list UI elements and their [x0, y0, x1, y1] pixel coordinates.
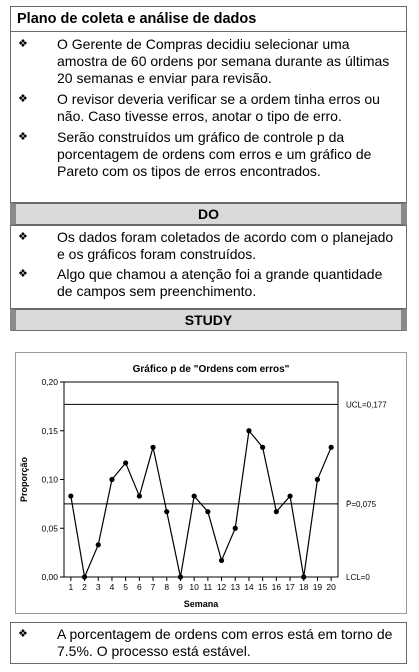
data-point: [274, 509, 279, 514]
data-point: [219, 558, 224, 563]
data-point: [329, 445, 334, 450]
data-point: [260, 445, 265, 450]
reference-line-label: LCL=0: [346, 573, 370, 582]
data-point: [246, 428, 251, 433]
study-section: [10, 622, 407, 664]
x-tick-label: 2: [82, 582, 87, 592]
p-chart-svg: [15, 352, 407, 614]
data-point: [192, 493, 197, 498]
x-tick-label: 8: [164, 582, 170, 592]
x-tick-label: 15: [257, 582, 268, 592]
x-tick-label: 5: [123, 582, 129, 592]
data-point: [68, 493, 73, 498]
y-tick-label: 0,05: [41, 523, 58, 534]
data-point: [178, 574, 183, 579]
x-tick-label: 4: [109, 582, 115, 592]
reference-line-label: UCL=0,177: [346, 400, 387, 410]
x-tick-label: 1: [68, 582, 74, 592]
data-point: [287, 493, 292, 498]
data-point: [301, 574, 306, 579]
x-tick-label: 9: [178, 582, 183, 592]
bullet-diamond-icon: ❖: [18, 628, 28, 640]
x-tick-label: 20: [326, 582, 336, 592]
plan-bullet-2: ❖ O revisor deveria verificar se a ordem tinha erros ou não. Caso tivesse erros, anotar o tipo de erro.: [18, 91, 380, 124]
plan-bullet-list: [11, 36, 406, 180]
x-tick-label: 17: [285, 582, 295, 592]
data-point: [109, 477, 114, 482]
study-header: STUDY: [10, 309, 407, 331]
bullet-diamond-icon: ❖: [18, 268, 28, 280]
data-point: [96, 542, 101, 547]
y-axis-label: Proporção: [19, 456, 29, 503]
y-tick-label: 0,20: [41, 377, 58, 387]
x-tick-label: 19: [312, 582, 323, 592]
x-tick-label: 7: [150, 582, 156, 592]
p-chart: [15, 352, 407, 614]
plan-section: [10, 6, 407, 203]
data-point: [150, 445, 155, 450]
plan-title: Plano de coleta e análise de dados: [11, 7, 406, 32]
bullet-diamond-icon: ❖: [18, 93, 28, 105]
plan-bullet-1: ❖ O Gerente de Compras decidiu selecionar uma amostra de 60 ordens por semana durante as últimas 20 semanas e enviar para revisão.: [18, 36, 390, 86]
data-point: [315, 477, 320, 482]
chart-title: Gráfico p de "Ordens com erros": [132, 364, 290, 375]
x-tick-label: 14: [244, 582, 254, 592]
y-tick-label: 0,00: [41, 572, 58, 582]
study-bullet-1: ❖ A porcentagem de ordens com erros está em torno de 7.5%. O processo está estável.: [18, 626, 393, 659]
data-point: [123, 460, 128, 465]
x-tick-label: 6: [136, 582, 142, 592]
x-tick-label: 13: [230, 582, 240, 592]
x-axis-label: Semana: [183, 599, 219, 609]
do-section: [10, 225, 407, 309]
study-bullet-list: [11, 626, 406, 660]
x-tick-label: 11: [203, 582, 213, 592]
bullet-diamond-icon: ❖: [18, 38, 28, 50]
do-bullet-2: ❖ Algo que chamou a atenção foi a grande quantidade de campos sem preenchimento.: [18, 266, 383, 299]
data-point: [205, 509, 210, 514]
data-point: [82, 574, 87, 579]
do-header: DO: [10, 203, 407, 225]
x-tick-label: 12: [216, 582, 227, 592]
x-tick-label: 18: [299, 582, 309, 592]
do-bullet-list: [11, 229, 406, 300]
plan-bullet-3: ❖ Serão construídos um gráfico de controle p da porcentagem de ordens com erros e um gráfico de Pareto com os tipos de erros encontrados.: [18, 129, 372, 179]
y-tick-label: 0,15: [41, 425, 58, 436]
x-tick-label: 3: [95, 582, 101, 592]
reference-line-label: P̄=0,075: [346, 499, 377, 509]
data-point: [164, 509, 169, 514]
bullet-diamond-icon: ❖: [18, 131, 28, 143]
data-point: [233, 526, 238, 531]
data-point: [137, 493, 142, 498]
do-bullet-1: ❖ Os dados foram coletados de acordo com o planejado e os gráficos foram construídos.: [18, 229, 394, 262]
bullet-diamond-icon: ❖: [18, 231, 28, 243]
x-tick-label: 10: [189, 582, 199, 592]
y-tick-label: 0,10: [41, 474, 58, 485]
x-tick-label: 16: [271, 582, 282, 592]
